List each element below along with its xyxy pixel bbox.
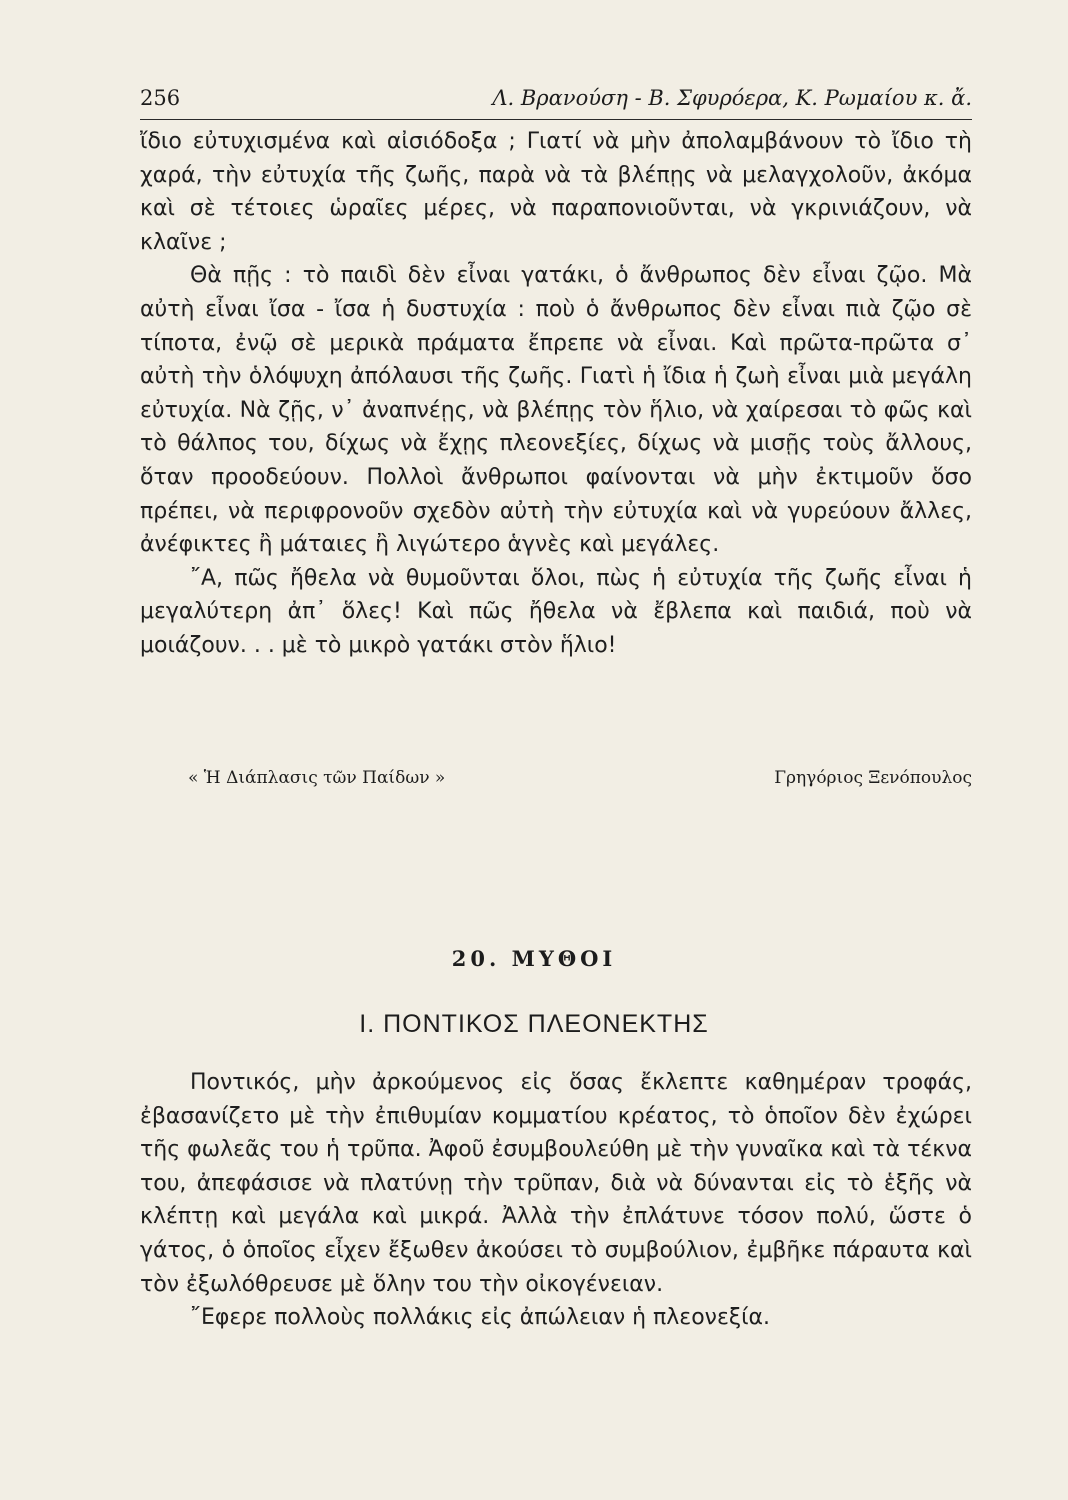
running-title: Λ. Βρανούση - Β. Σφυρόερα, Κ. Ρωμαίου κ. ἄ. bbox=[492, 86, 972, 110]
essay-passage bbox=[140, 125, 972, 663]
fable-text bbox=[140, 1066, 972, 1335]
page-number: 256 bbox=[140, 86, 181, 110]
paragraph: ἴδιο εὐτυχισμένα καὶ αἰσιόδοξα ; Γιατί νὰ μὴν ἀπολαμβάνουν τὸ ἴδιο τὴ χαρά, τὴν εὐτυχία τῆς ζωῆς, παρὰ νὰ τὰ βλέπῃς νὰ μελαγχολοῦν, ἀκόμα καὶ σὲ τέτοιες ὡραῖες μέρες, νὰ παραπονιοῦνται, νὰ γκρινιάζουν, νὰ κλαῖνε ; bbox=[140, 129, 972, 255]
paragraph: ῎Α, πῶς ἤθελα νὰ θυμοῦνται ὅλοι, πὼς ἡ εὐτυχία τῆς ζωῆς εἶναι ἡ μεγαλύτερη ἀπ᾽ ὅλες! Καὶ πῶς ἤθελα νὰ ἔβλεπα καὶ παιδιά, ποὺ νὰ μοιάζουν. . . μὲ τὸ μικρὸ γατάκι στὸν ἥλιο! bbox=[140, 565, 972, 658]
paragraph: Θὰ πῇς : τὸ παιδὶ δὲν εἶναι γατάκι, ὁ ἄνθρωπος δὲν εἶναι ζῷο. Μὰ αὐτὴ εἶναι ἴσα - ἴσα ἡ δυστυχία : ποὺ ὁ ἄνθρωπος δὲν εἶναι πιὰ ζῷο σὲ τίποτα, ἐνῷ σὲ μερικὰ πράματα ἔπρεπε νὰ εἶναι. Καὶ πρῶτα-πρῶτα σ᾽ αὐτὴ τὴν ὁλόψυχη ἀπόλαυσι τῆς ζωῆς. Γιατὶ ἡ ἴδια ἡ ζωὴ εἶναι μιὰ μεγάλη εὐτυχία. Νὰ ζῇς, ν᾽ ἀναπνέῃς, νὰ βλέπῃς τὸν ἥλιο, νὰ χαίρεσαι τὸ φῶς καὶ τὸ θάλπος του, δίχως νὰ ἔχῃς πλεονεξίες, δίχως νὰ μισῇς τοὺς ἄλλους, ὅταν προοδεύουν. Πολλοὶ ἄνθρωποι φαίνονται νὰ μὴν ἐκτιμοῦν ὅσο πρέπει, νὰ περιφρονοῦν σχεδὸν αὐτὴ τὴν εὐτυχία καὶ νὰ γυρεύουν ἄλλες, ἀνέφικτες ἢ μάταιες ἢ λιγώτερο ἁγνὲς καὶ μεγάλες. bbox=[140, 263, 972, 558]
source-citation: « Ἡ Διάπλασις τῶν Παίδων » bbox=[188, 768, 446, 788]
author-name: Γρηγόριος Ξενόπουλος bbox=[774, 768, 972, 788]
running-header bbox=[140, 86, 972, 114]
moral-paragraph: ῎Εφερε πολλοὺς πολλάκις εἰς ἀπώλειαν ἡ πλεονεξία. bbox=[190, 1305, 771, 1331]
paragraph: Ποντικός, μὴν ἀρκούμενος εἰς ὅσας ἔκλεπτε καθημέραν τροφάς, ἐβασανίζετο μὲ τὴν ἐπιθυμίαν κομματίου κρέατος, τὸ ὁποῖον δὲν ἐχώρει τῆς φωλεᾶς του ἡ τρῦπα. Ἀφοῦ ἐσυμβουλεύθη μὲ τὴν γυναῖκα καὶ τὰ τέκνα του, ἀπεφάσισε νὰ πλατύνῃ τὴν τρῦπαν, διὰ νὰ δύνανται εἰς τὸ ἑξῆς νὰ κλέπτῃ καὶ μεγάλα καὶ μικρά. Ἀλλὰ τὴν ἐπλάτυνε τόσον πολύ, ὥστε ὁ γάτος, ὁ ὁποῖος εἶχεν ἔξωθεν ἀκούσει τὸ συμβούλιον, ἐμβῆκε πάραυτα καὶ τὸν ἐξωλόθρευσε μὲ ὅλην του τὴν οἰκογένειαν. bbox=[140, 1070, 972, 1297]
story-title: Ι. ΠΟΝΤΙΚΟΣ ΠΛΕΟΝΕΚΤΗΣ bbox=[359, 1010, 709, 1038]
section-title: 20. ΜΥΘΟΙ bbox=[451, 946, 617, 971]
header-rule bbox=[140, 119, 972, 120]
